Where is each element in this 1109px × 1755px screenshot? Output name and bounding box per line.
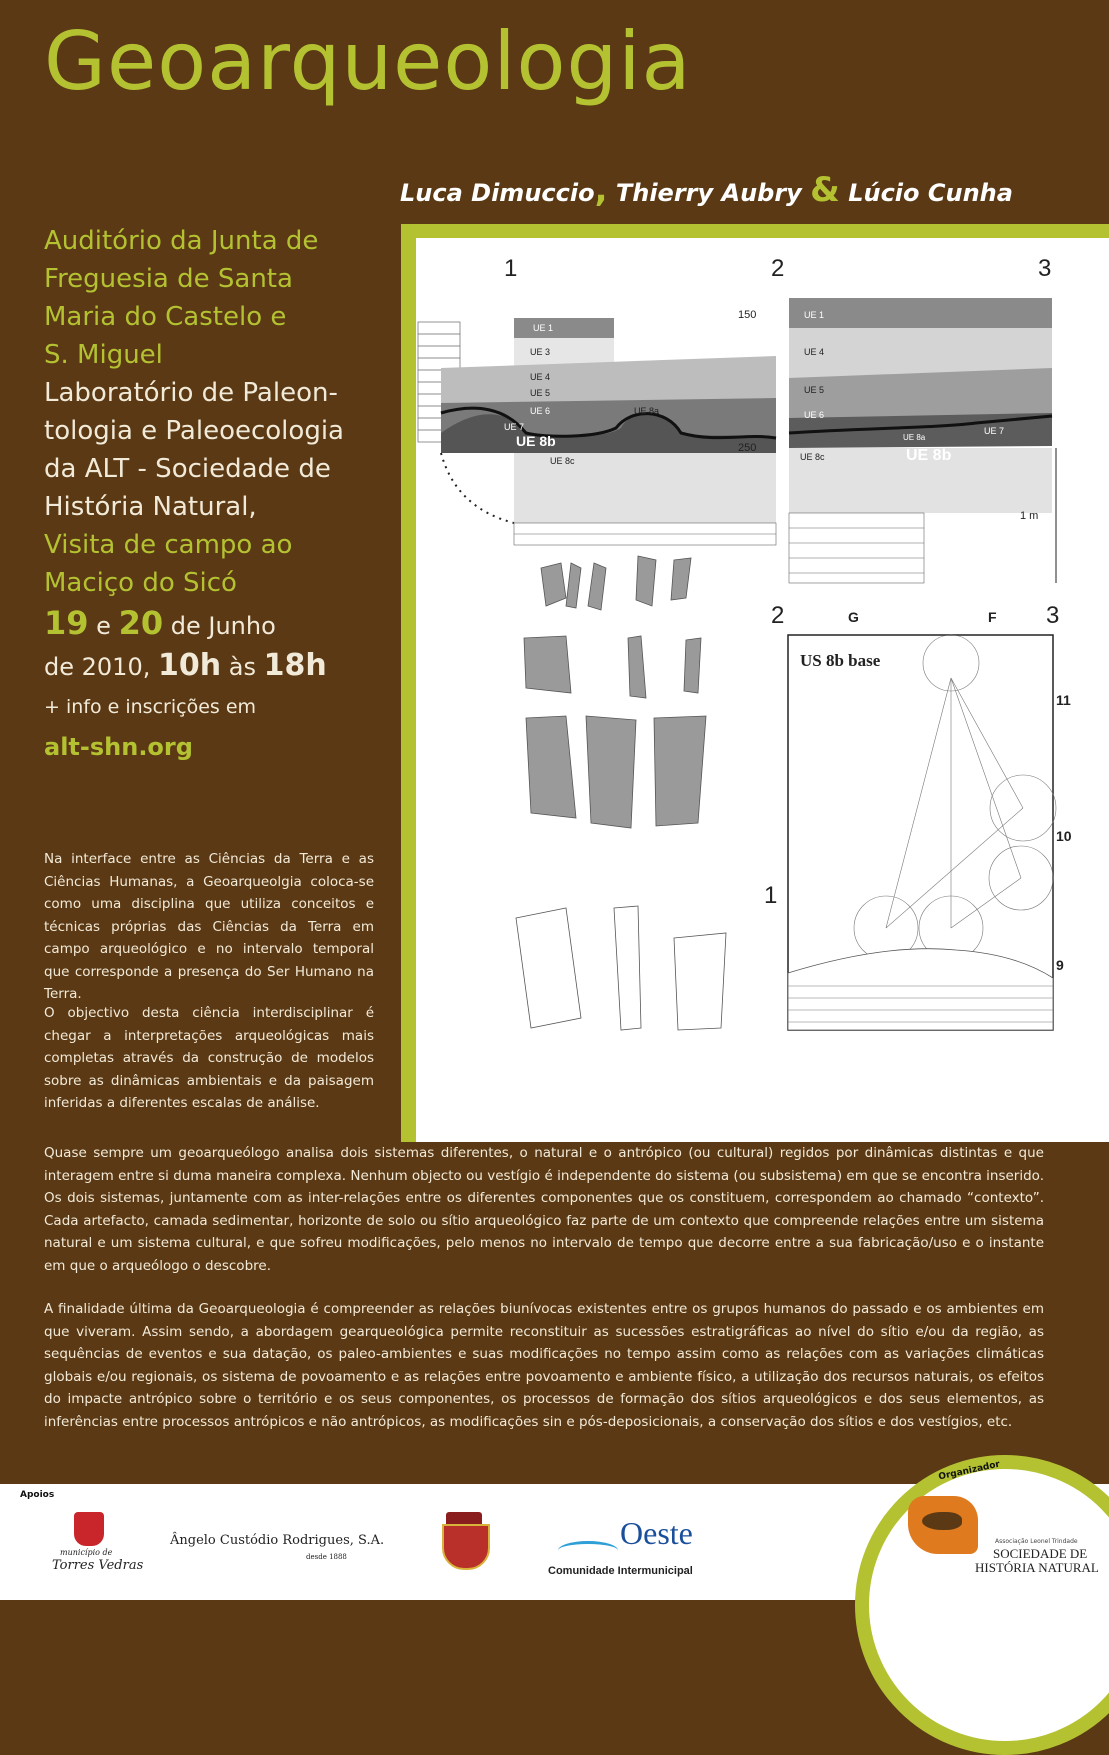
time-end: 18h xyxy=(264,648,327,683)
layer-label: UE 1 xyxy=(804,310,824,320)
author-3: Lúcio Cunha xyxy=(848,179,1013,207)
visit-line: Maciço do Sicó xyxy=(44,564,374,602)
layer-label: UE 8a xyxy=(903,433,926,442)
layer-label: UE 3 xyxy=(530,347,550,357)
stratigraphy-figure xyxy=(416,238,1109,1142)
oeste-wave-icon xyxy=(558,1541,618,1560)
day-1: 19 xyxy=(44,604,89,642)
lab-line: História Natural, xyxy=(44,488,374,526)
goal-paragraph: A finalidade última da Geoarqueologia é compreender as relações biunívocas existentes entre os grupos humanos do passado e os ambientes em que viveram. Assim sendo, a abordagem gearqueológica permite reconstituir as sucessões estratigráficas ao nível do sítio e/ou da região, as sequências de eventos e sua datação, os paleo-ambientes e suas modificações no tempo assim como as relações com as variações climáticas globais e/ou regionais, os sistema de povoamento e as relações entre povoamento e ambiente físico, a utilização dos recursos naturais, os efeitos do impacte antrópico sobre o território e os seus componentes, os processos de formação dos sítios arqueológicos e dos seus elementos, as inferências entre processos antrópicos e não antrópicos, as modificações sin e pós-deposicionais, a conservação dos sítios e dos vestígios, etc. xyxy=(44,1298,1044,1433)
section-number: 2 xyxy=(771,602,784,629)
sponsors-label: Apoios xyxy=(20,1490,54,1500)
time-to: às xyxy=(229,653,256,681)
alt-line-2: HISTÓRIA NATURAL xyxy=(975,1560,1099,1576)
intro-paragraph: Na interface entre as Ciências da Terra e as Ciências Humanas, a Geoarqueolgia coloca-se como uma disciplina que utiliza conceitos e técnicas próprias das Ciências da Terra em campo arqueológico e no intervalo temporal que corresponde a presença do Ser Humano na Terra. xyxy=(44,848,374,1006)
grid-row-label: 11 xyxy=(1056,692,1071,708)
section-number: 2 xyxy=(771,255,784,282)
acr-name: Ângelo Custódio Rodrigues, S.A. xyxy=(170,1533,384,1548)
artefact-drawings xyxy=(516,556,726,1030)
layer-label: UE 1 xyxy=(533,323,553,333)
website-link[interactable]: alt-shn.org xyxy=(44,728,374,766)
context-paragraph: Quase sempre um geoarqueólogo analisa dois sistemas diferentes, o natural e o antrópico (ou cultural) regidos por dinâmicas distintas e que interagem entre si duma maneira complexa. Nenhum objecto ou vestígio é independente do sistema (ou subsistema) em que se encontra inserido. Os dois sistemas, juntamente com as inter-relações entre os diferentes componentes que os constituem, correspondem ao chamado “contexto”. Cada artefacto, camada sedimentar, horizonte de solo ou sítio arqueológico faz parte de um contexto que compreende relações entre um sistema natural e um sistema cultural, e que sofreu modificações, pelo menos no intervalo de tempo que decorre entre a sua fabricação/uso e o instante em que o arqueólogo o descobre. xyxy=(44,1142,1044,1277)
layer-label: UE 8c xyxy=(550,456,575,466)
stratigraphy-drawing xyxy=(416,238,1109,1142)
date-year: de 2010, xyxy=(44,653,150,681)
event-date xyxy=(44,604,374,645)
venue-line: Freguesia de Santa xyxy=(44,260,374,298)
grid-column-label: F xyxy=(988,609,997,625)
scale-label: 1 m xyxy=(1020,510,1038,522)
event-time xyxy=(44,647,374,686)
section-number: 3 xyxy=(1046,602,1059,629)
layer-label: UE 8a xyxy=(634,406,659,416)
time-start: 10h xyxy=(158,648,221,683)
layer-label: UE 8b xyxy=(906,447,952,464)
event-info xyxy=(44,222,374,766)
oeste-logo xyxy=(548,1515,718,1585)
day-2: 20 xyxy=(119,604,164,642)
oeste-name: Oeste xyxy=(620,1515,693,1552)
objective-paragraph: O objectivo desta ciência interdisciplinar é chegar a interpretações arqueológicas mais completas através da construção de modelos sobre as dinâmicas ambientais e da paisagem inferidas a diferentes escalas de análise. xyxy=(44,1002,374,1115)
layer-label: UE 7 xyxy=(984,426,1004,436)
poster-title: Geoarqueologia xyxy=(44,22,692,102)
info-text: + info e inscrições em xyxy=(44,692,374,722)
layer-label: UE 8b xyxy=(516,433,556,449)
grid-column-label: G xyxy=(848,609,859,625)
author-ampersand: & xyxy=(810,170,840,210)
layer-label: UE 7 xyxy=(504,422,524,432)
plan-title: US 8b base xyxy=(800,651,881,670)
venue-line: S. Miguel xyxy=(44,336,374,374)
coat-of-arms-icon xyxy=(436,1512,492,1578)
layer-label: UE 6 xyxy=(804,410,824,420)
organizer-label: Organizador xyxy=(938,1460,1001,1483)
tv-name: Torres Vedras xyxy=(52,1558,143,1573)
depth-label: 150 xyxy=(738,309,756,321)
lab-line: Laboratório de Paleon- xyxy=(44,374,374,412)
date-and: e xyxy=(96,612,111,640)
layer-label: UE 4 xyxy=(530,372,550,382)
author-1: Luca Dimuccio xyxy=(400,179,595,207)
municipal-crest-icon xyxy=(74,1512,104,1546)
lab-line: da ALT - Sociedade de xyxy=(44,450,374,488)
layer-label: UE 6 xyxy=(530,406,550,416)
visit-line: Visita de campo ao xyxy=(44,526,374,564)
layer-label: UE 8c xyxy=(800,452,825,462)
author-separator: , xyxy=(595,170,608,210)
lab-line: tologia e Paleoecologia xyxy=(44,412,374,450)
layer-label: UE 2 xyxy=(620,336,640,346)
skull-mark xyxy=(922,1512,962,1530)
venue-line: Maria do Castelo e xyxy=(44,298,374,336)
author-2: Thierry Aubry xyxy=(616,179,802,207)
alt-small: Associação Leonel Trindade xyxy=(995,1538,1078,1545)
layer-label: UE 5 xyxy=(530,388,550,398)
section-left xyxy=(441,309,776,545)
venue-line: Auditório da Junta de xyxy=(44,222,374,260)
torres-vedras-logo xyxy=(52,1512,132,1582)
depth-label: 250 xyxy=(738,442,756,454)
date-month: de Junho xyxy=(171,612,276,640)
alt-line-1: SOCIEDADE DE xyxy=(993,1546,1087,1562)
section-number: 1 xyxy=(504,255,517,282)
tv-small-text: município de xyxy=(60,1548,112,1557)
acr-since: desde 1888 xyxy=(306,1553,347,1561)
section-number: 3 xyxy=(1038,255,1051,282)
grid-row-label: 10 xyxy=(1056,828,1072,844)
grid-row-label: 9 xyxy=(1056,957,1064,973)
excavation-plan xyxy=(764,602,1072,1030)
section-number: 1 xyxy=(764,882,777,909)
layer-label: UE 4 xyxy=(804,347,824,357)
section-right xyxy=(789,298,1056,583)
authors-line xyxy=(400,170,1013,210)
layer-label: UE 5 xyxy=(804,385,824,395)
oeste-subtitle: Comunidade Intermunicipal xyxy=(548,1565,693,1577)
